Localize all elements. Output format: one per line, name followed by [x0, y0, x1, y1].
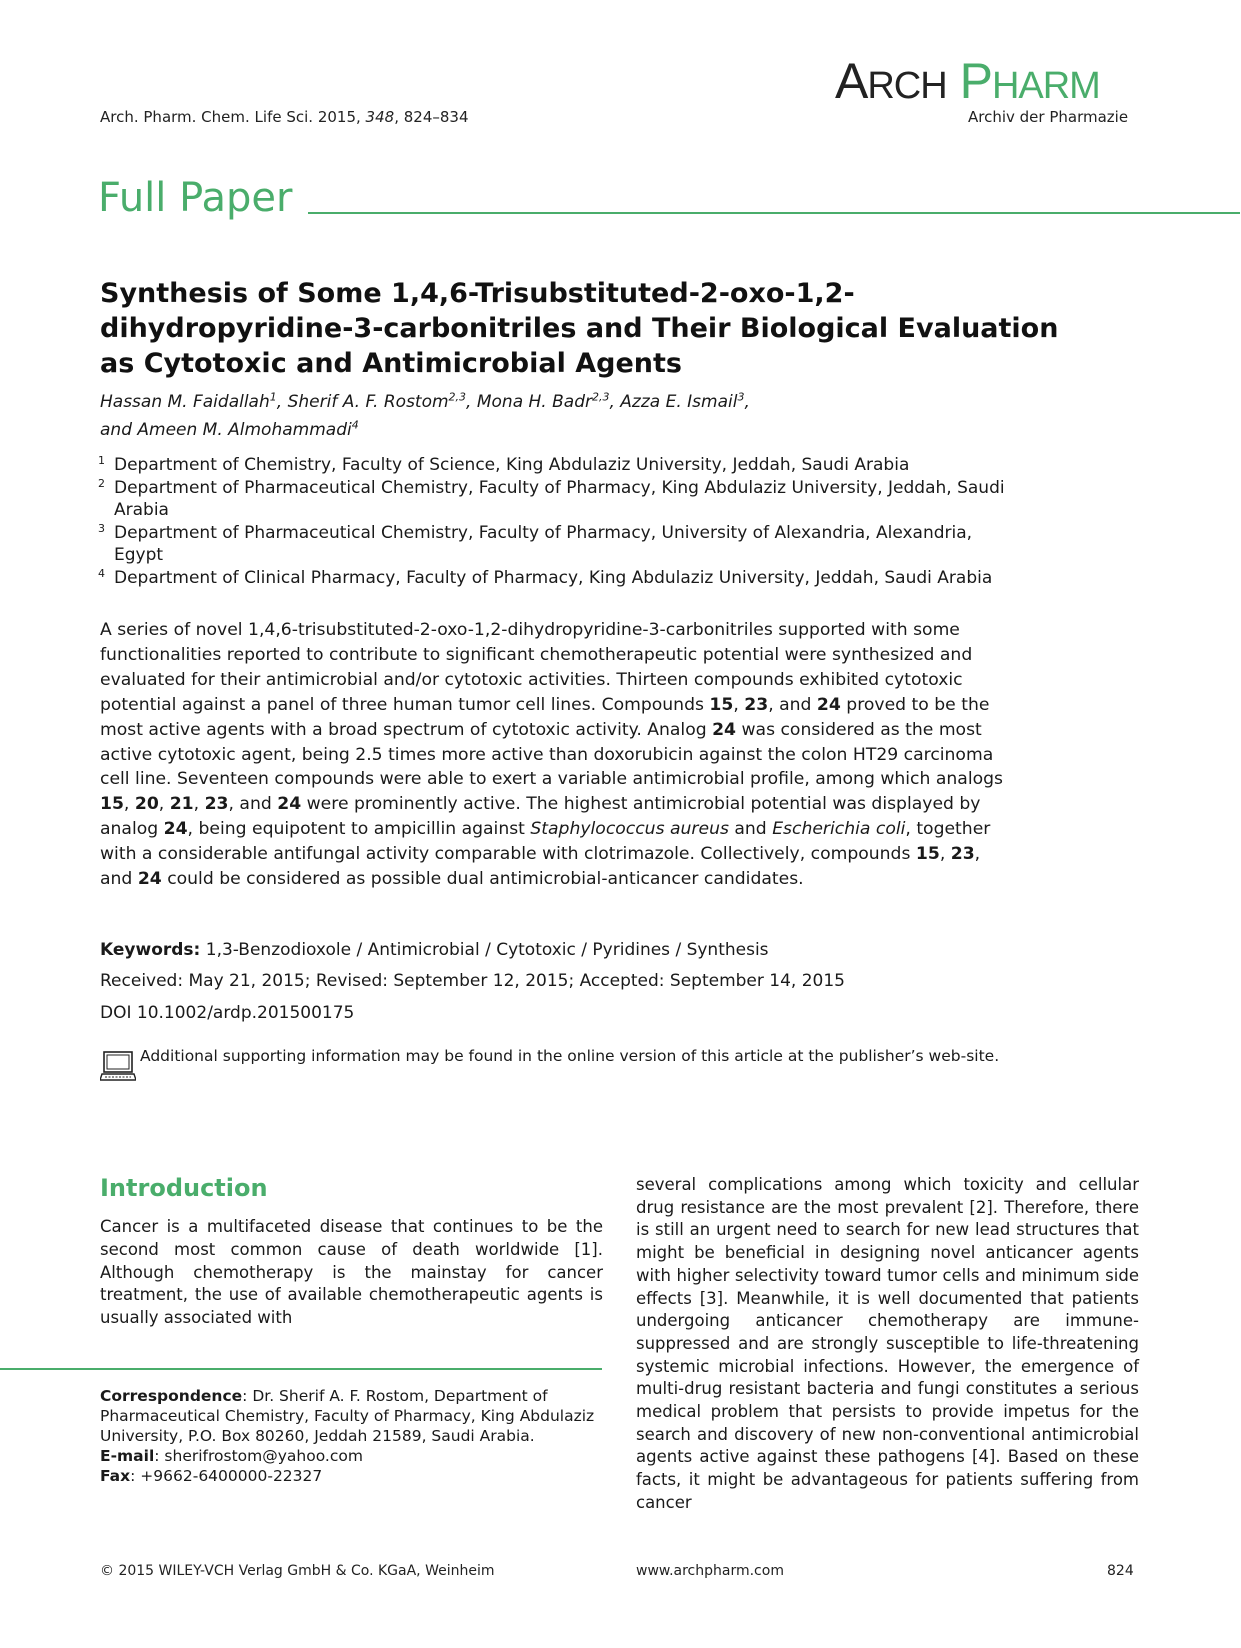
author-list — [100, 385, 960, 442]
affiliation: 1 Department of Chemistry, Faculty of Science, King Abdulaziz University, Jeddah, Saudi Arabia — [98, 454, 910, 475]
journal-logo: ARCH PHARM — [835, 53, 1100, 109]
abstract: A series of novel 1,4,6-trisubstituted-2-oxo-1,2-dihydropyridine-3-carbonitriles supported with some functionalities reported to contribute to significant chemotherapeutic potential were synthesized and evaluated for their antimicrobial and/or cytotoxic activities. Thirteen compounds exhibited cytotoxic potential against a panel of three human tumor cell lines. Compounds 15, 23, and 24 proved to be the most active agents with a broad spectrum of cytotoxic activity. Analog 24 was considered as the most active cytotoxic agent, being 2.5 times more active than doxorubicin against the colon HT29 carcinoma cell line. Seventeen compounds were able to exert a variable antimicrobial profile, among which analogs 15, 20, 21, 23, and 24 were prominently active. The highest antimicrobial potential was displayed by analog 24, being equipotent to ampicillin against Staphylococcus aureus and Escherichia coli, together with a considerable antifungal activity comparable with clotrimazole. Collectively, compounds 15, 23, and 24 could be considered as possible dual antimicrobial-anticancer candidates. — [100, 620, 1003, 890]
copyright-notice: © 2015 WILEY-VCH Verlag GmbH & Co. KGaA, Weinheim — [100, 1563, 495, 1579]
affiliation: 2 Department of Pharmaceutical Chemistry, Faculty of Pharmacy, King Abdulaziz University, Jeddah, Saudi Arabia — [98, 477, 1005, 520]
affiliation: 3 Department of Pharmaceutical Chemistry, Faculty of Pharmacy, University of Alexandria, Alexandria, Egypt — [98, 522, 973, 565]
correspondence-divider — [0, 1368, 602, 1370]
author: Hassan M. Faidallah$^1$, — [100, 390, 288, 412]
doi[interactable]: DOI 10.1002/ardp.201500175 — [100, 1003, 355, 1023]
article-title: Synthesis of Some 1,4,6-Trisubstituted-2-oxo-1,2-dihydropyridine-3-carbonitriles and Their Biological Evaluation as Cytotoxic and Antimicrobial Agents — [100, 278, 1059, 379]
affiliation: 4 Department of Clinical Pharmacy, Faculty of Pharmacy, King Abdulaziz University, Jeddah, Saudi Arabia — [98, 567, 993, 588]
journal-logo-subtitle: Archiv der Pharmazie — [968, 108, 1129, 126]
correspondence-block: Correspondence: Dr. Sherif A. F. Rostom, Department of Pharmaceutical Chemistry, Faculty of Pharmacy, King Abdulaziz University, P.O. Box 80260, Jeddah 21589, Saudi Arabia. E-mail: sherifrostom@yahoo.com Fax: +9662-6400000-22327 — [100, 1387, 595, 1485]
section-divider — [308, 212, 1240, 214]
author: Sherif A. F. Rostom$^{2,3}$, — [287, 390, 477, 412]
journal-website-link[interactable]: www.archpharm.com — [636, 1563, 784, 1579]
article-dates: Received: May 21, 2015; Revised: September 12, 2015; Accepted: September 14, 2015 — [100, 971, 845, 991]
page-number: 824 — [1107, 1563, 1134, 1579]
section-label: Full Paper — [98, 175, 293, 221]
introduction-text-right: several complications among which toxicity and cellular drug resistance are the most prevalent [2]. Therefore, there is still an urgent need to search for new lead structures that might be beneficial in designing novel anticancer agents with higher selectivity toward tumor cells and minimum side effects [3]. Meanwhile, it is well documented that patients undergoing anticancer chemotherapy are immune-suppressed and are strongly susceptible to life-threatening systemic microbial infections. However, the emergence of multi-drug resistant bacteria and fungi constitutes a serious medical problem that persists to provide impetus for the search and discovery of new non-conventional antimicrobial agents active against these pathogens [4]. Based on these facts, it might be advantageous for patients suffering from cancer — [636, 1175, 1139, 1512]
author: and Ameen M. Almohammadi$^4$ — [100, 418, 359, 441]
supporting-info-note: Additional supporting information may be found in the online version of this article at the publisher’s web-site. — [140, 1047, 1000, 1065]
journal-citation: Arch. Pharm. Chem. Life Sci. 2015, 348, 824–834 — [100, 108, 469, 126]
email-link[interactable]: : sherifrostom@yahoo.com — [154, 1447, 363, 1465]
laptop-icon — [100, 1050, 136, 1084]
affiliation-list — [98, 454, 1018, 590]
introduction-text-left: Cancer is a multifaceted disease that continues to be the second most common cause of death worldwide [1]. Although chemotherapy is the mainstay for cancer treatment, the use of available chemotherapeutic agents is usually associated with — [100, 1217, 603, 1328]
keywords: Keywords: 1,3-Benzodioxole / Antimicrobial / Cytotoxic / Pyridines / Synthesis — [100, 940, 769, 960]
author: Azza E. Ismail$^3$, — [620, 390, 750, 412]
introduction-heading: Introduction — [100, 1174, 268, 1202]
author: Mona H. Badr$^{2,3}$, — [476, 390, 621, 412]
